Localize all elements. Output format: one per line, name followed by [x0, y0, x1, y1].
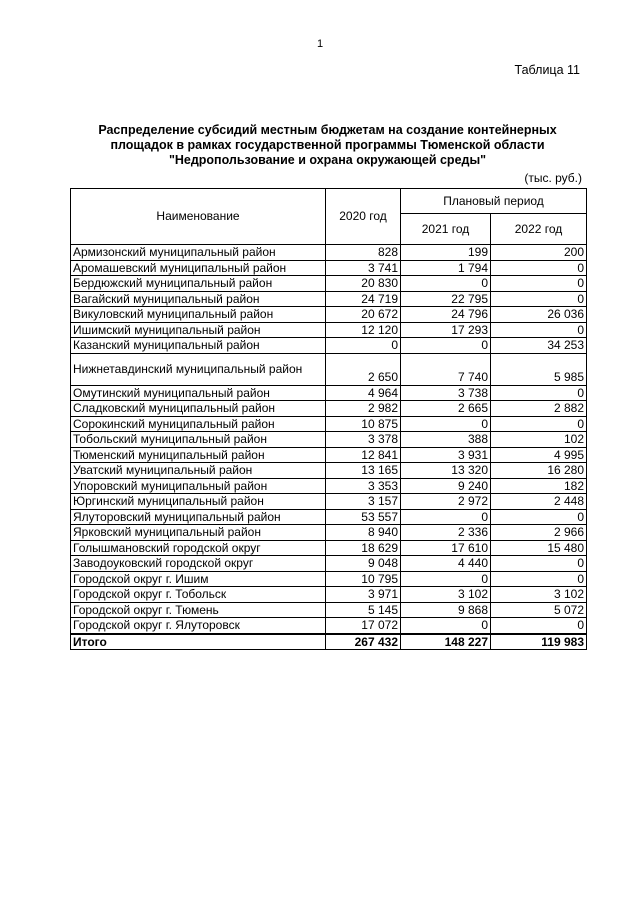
table-row [71, 571, 587, 587]
cell-2021: 4 440 [401, 556, 491, 572]
table-row [71, 618, 587, 634]
cell-2020: 3 971 [326, 587, 401, 603]
cell-2021: 0 [401, 509, 491, 525]
cell-name: Городской округ г. Тюмень [71, 602, 326, 618]
cell-2020: 9 048 [326, 556, 401, 572]
cell-2020: 17 072 [326, 618, 401, 634]
cell-2020: 2 650 [326, 353, 401, 385]
cell-2020: 2 982 [326, 401, 401, 417]
total-2022: 119 983 [491, 634, 587, 650]
cell-2021: 2 972 [401, 494, 491, 510]
total-row [71, 634, 587, 650]
cell-2021: 24 796 [401, 307, 491, 323]
cell-2021: 0 [401, 276, 491, 292]
cell-2020: 4 964 [326, 385, 401, 401]
cell-2022: 2 448 [491, 494, 587, 510]
header-2021: 2021 год [401, 213, 491, 244]
table-row [71, 245, 587, 261]
cell-2022: 182 [491, 478, 587, 494]
subsidy-table [70, 188, 587, 650]
table-row [71, 260, 587, 276]
table-label: Таблица 11 [514, 63, 580, 77]
table-row [71, 509, 587, 525]
cell-2021: 3 931 [401, 447, 491, 463]
cell-2020: 5 145 [326, 602, 401, 618]
cell-name: Городской округ г. Тобольск [71, 587, 326, 603]
cell-name: Бердюжский муниципальный район [71, 276, 326, 292]
table-row [71, 602, 587, 618]
cell-2020: 3 353 [326, 478, 401, 494]
cell-name: Тюменский муниципальный район [71, 447, 326, 463]
cell-name: Городской округ г. Ишим [71, 571, 326, 587]
cell-2021: 3 738 [401, 385, 491, 401]
cell-2020: 24 719 [326, 291, 401, 307]
cell-2020: 3 157 [326, 494, 401, 510]
cell-name: Тобольский муниципальный район [71, 432, 326, 448]
cell-2022: 5 985 [491, 353, 587, 385]
cell-2022: 0 [491, 322, 587, 338]
cell-2022: 2 882 [491, 401, 587, 417]
header-2020: 2020 год [326, 189, 401, 245]
cell-name: Уватский муниципальный район [71, 463, 326, 479]
cell-2021: 2 665 [401, 401, 491, 417]
cell-2020: 10 795 [326, 571, 401, 587]
cell-2022: 0 [491, 509, 587, 525]
header-name: Наименование [71, 189, 326, 245]
cell-name: Казанский муниципальный район [71, 338, 326, 354]
cell-2022: 0 [491, 276, 587, 292]
cell-2022: 3 102 [491, 587, 587, 603]
cell-name: Упоровский муниципальный район [71, 478, 326, 494]
table-row [71, 385, 587, 401]
document-title [70, 123, 585, 168]
table-row [71, 322, 587, 338]
cell-name: Аромашевский муниципальный район [71, 260, 326, 276]
cell-2020: 3 741 [326, 260, 401, 276]
cell-2022: 0 [491, 571, 587, 587]
total-label: Итого [71, 634, 326, 650]
table-row [71, 587, 587, 603]
table-row [71, 353, 587, 385]
cell-2020: 828 [326, 245, 401, 261]
header-2022: 2022 год [491, 213, 587, 244]
table-row [71, 463, 587, 479]
table-row [71, 525, 587, 541]
cell-2021: 3 102 [401, 587, 491, 603]
table-row [71, 291, 587, 307]
cell-2021: 17 293 [401, 322, 491, 338]
cell-name: Юргинский муниципальный район [71, 494, 326, 510]
cell-name: Нижнетавдинский муниципальный район [71, 353, 326, 385]
table-row [71, 447, 587, 463]
cell-name: Ярковский муниципальный район [71, 525, 326, 541]
cell-2020: 20 830 [326, 276, 401, 292]
cell-2021: 1 794 [401, 260, 491, 276]
cell-2020: 0 [326, 338, 401, 354]
cell-2022: 102 [491, 432, 587, 448]
cell-2021: 9 868 [401, 602, 491, 618]
cell-2021: 0 [401, 571, 491, 587]
cell-name: Армизонский муниципальный район [71, 245, 326, 261]
cell-name: Вагайский муниципальный район [71, 291, 326, 307]
cell-2022: 4 995 [491, 447, 587, 463]
cell-2022: 26 036 [491, 307, 587, 323]
title-line: площадок в рамках государственной программы Тюменской области [110, 138, 545, 152]
cell-2021: 0 [401, 416, 491, 432]
page-number: 1 [316, 38, 324, 50]
cell-2020: 3 378 [326, 432, 401, 448]
cell-2021: 22 795 [401, 291, 491, 307]
cell-2022: 5 072 [491, 602, 587, 618]
table-row [71, 416, 587, 432]
cell-2022: 200 [491, 245, 587, 261]
cell-2022: 0 [491, 385, 587, 401]
cell-2020: 18 629 [326, 540, 401, 556]
cell-2020: 13 165 [326, 463, 401, 479]
cell-2020: 20 672 [326, 307, 401, 323]
table-row [71, 478, 587, 494]
cell-2022: 2 966 [491, 525, 587, 541]
cell-2020: 12 120 [326, 322, 401, 338]
table-row [71, 556, 587, 572]
cell-2021: 388 [401, 432, 491, 448]
cell-2021: 9 240 [401, 478, 491, 494]
cell-2021: 13 320 [401, 463, 491, 479]
cell-2022: 16 280 [491, 463, 587, 479]
cell-2021: 0 [401, 338, 491, 354]
cell-name: Городской округ г. Ялуторовск [71, 618, 326, 634]
cell-name: Ялуторовский муниципальный район [71, 509, 326, 525]
cell-2022: 15 480 [491, 540, 587, 556]
table-row [71, 432, 587, 448]
cell-2020: 10 875 [326, 416, 401, 432]
units-label: (тыс. руб.) [524, 171, 582, 185]
cell-2021: 17 610 [401, 540, 491, 556]
cell-name: Заводоуковский городской округ [71, 556, 326, 572]
cell-2020: 53 557 [326, 509, 401, 525]
cell-name: Голышмановский городской округ [71, 540, 326, 556]
table-row [71, 401, 587, 417]
cell-2021: 7 740 [401, 353, 491, 385]
cell-2022: 0 [491, 416, 587, 432]
cell-name: Сладковский муниципальный район [71, 401, 326, 417]
cell-2022: 0 [491, 618, 587, 634]
total-2021: 148 227 [401, 634, 491, 650]
cell-2020: 8 940 [326, 525, 401, 541]
cell-2021: 199 [401, 245, 491, 261]
total-2020: 267 432 [326, 634, 401, 650]
table-row [71, 338, 587, 354]
title-line: Распределение субсидий местным бюджетам на создание контейнерных [98, 123, 557, 137]
cell-name: Викуловский муниципальный район [71, 307, 326, 323]
cell-2021: 0 [401, 618, 491, 634]
cell-2022: 0 [491, 556, 587, 572]
cell-2022: 0 [491, 291, 587, 307]
cell-2020: 12 841 [326, 447, 401, 463]
table-row [71, 276, 587, 292]
cell-2022: 0 [491, 260, 587, 276]
cell-2022: 34 253 [491, 338, 587, 354]
cell-name: Омутинский муниципальный район [71, 385, 326, 401]
cell-2021: 2 336 [401, 525, 491, 541]
table-row [71, 494, 587, 510]
title-line: "Недропользование и охрана окружающей среды" [168, 153, 487, 167]
table-row [71, 540, 587, 556]
cell-name: Ишимский муниципальный район [71, 322, 326, 338]
header-planned-period: Плановый период [401, 189, 587, 214]
cell-name: Сорокинский муниципальный район [71, 416, 326, 432]
table-body [71, 245, 587, 650]
table-row [71, 307, 587, 323]
